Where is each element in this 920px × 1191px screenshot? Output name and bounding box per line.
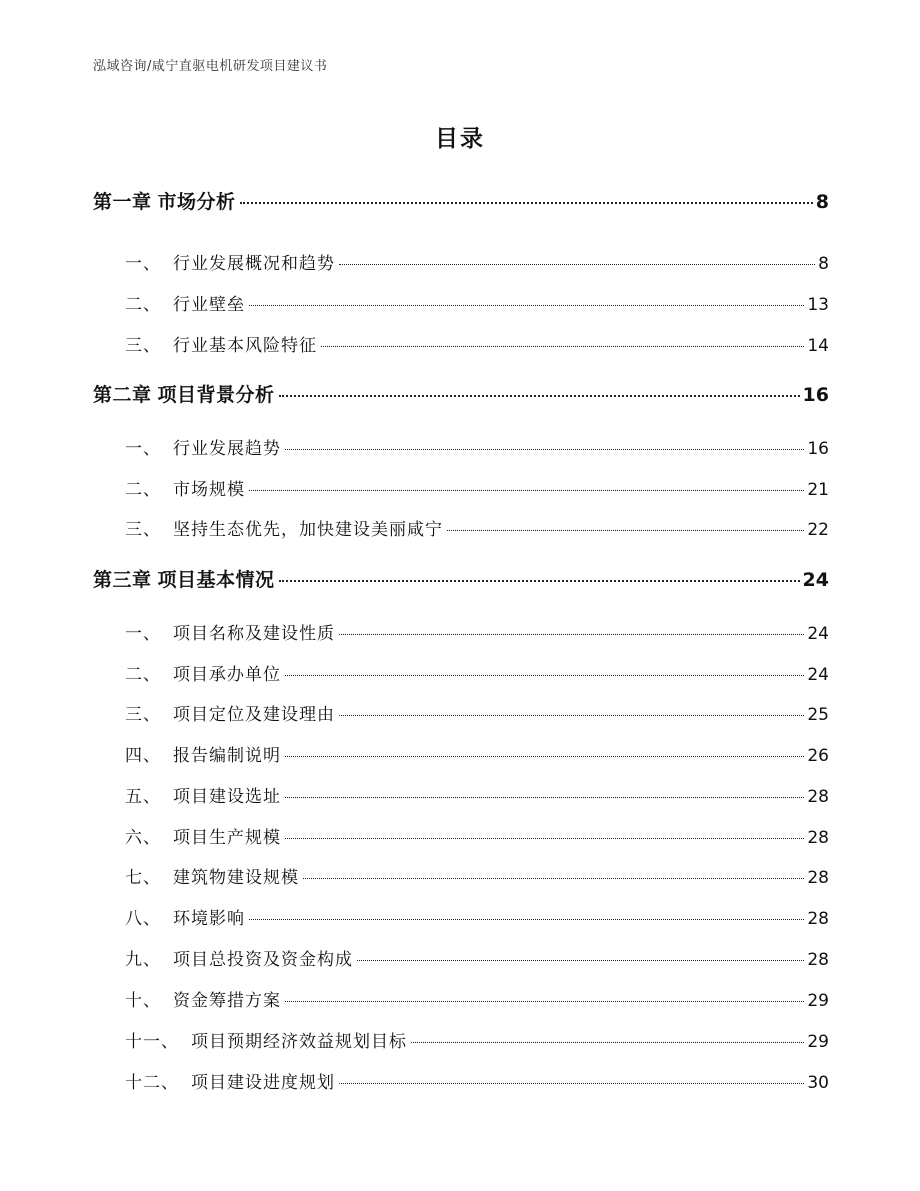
toc-dot-leader [249, 919, 804, 920]
toc-entry-number: 一、 [125, 624, 161, 644]
toc-dot-leader [240, 202, 813, 204]
toc-entry-page: 8 [818, 254, 829, 274]
toc-dot-leader [447, 530, 804, 531]
toc-entry-page: 24 [807, 624, 829, 644]
toc-entry-title: 行业壁垒 [173, 295, 245, 315]
toc-entry-page: 28 [807, 909, 829, 929]
toc-dot-leader [285, 797, 804, 798]
toc-dot-leader [339, 1083, 804, 1084]
toc-dot-leader [249, 305, 804, 306]
toc-entry-page: 14 [807, 336, 829, 356]
toc-entry-page: 30 [807, 1073, 829, 1093]
toc-section-entry[interactable] [125, 331, 829, 356]
toc-chapter-entry[interactable] [93, 565, 829, 592]
toc-entry-title: 项目预期经济效益规划目标 [191, 1032, 407, 1052]
toc-entry-number: 十二、 [125, 1073, 179, 1093]
toc-entry-title: 项目总投资及资金构成 [173, 950, 353, 970]
toc-section-entry[interactable] [125, 434, 829, 459]
toc-entry-page: 26 [807, 746, 829, 766]
toc-section-entry[interactable] [125, 700, 829, 725]
toc-chapter-entry[interactable] [93, 187, 829, 214]
toc-section-entry[interactable] [125, 515, 829, 540]
toc-dot-leader [249, 490, 804, 491]
toc-entry-page: 24 [807, 665, 829, 685]
toc-entry-title: 市场规模 [173, 480, 245, 500]
toc-section-entry[interactable] [125, 945, 829, 970]
toc-dot-leader [285, 838, 804, 839]
toc-entry-page: 28 [807, 868, 829, 888]
toc-section-entry[interactable] [125, 619, 829, 644]
toc-entry-number: 一、 [125, 254, 161, 274]
toc-dot-leader [411, 1042, 804, 1043]
toc-entry-number: 四、 [125, 746, 161, 766]
toc-dot-leader [279, 395, 800, 397]
toc-entry-number: 二、 [125, 480, 161, 500]
toc-entry-title: 项目背景分析 [157, 384, 275, 406]
toc-section-entry[interactable] [125, 904, 829, 929]
toc-entry-page: 8 [815, 191, 829, 213]
toc-entry-number: 十一、 [125, 1032, 179, 1052]
toc-entry-page: 24 [802, 569, 829, 591]
toc-entry-title: 行业发展趋势 [173, 439, 281, 459]
toc-section-entry[interactable] [125, 290, 829, 315]
toc-dot-leader [285, 756, 804, 757]
toc-section-entry[interactable] [125, 741, 829, 766]
toc-entry-page: 28 [807, 950, 829, 970]
toc-dot-leader [303, 878, 804, 879]
toc-chapter-entry[interactable] [93, 380, 829, 407]
toc-entry-number: 二、 [125, 665, 161, 685]
toc-entry-title: 项目基本情况 [157, 569, 275, 591]
toc-entry-page: 28 [807, 828, 829, 848]
toc-entry-page: 29 [807, 991, 829, 1011]
toc-section-entry[interactable] [125, 1068, 829, 1093]
toc-entry-number: 三、 [125, 520, 161, 540]
toc-section-entry[interactable] [125, 823, 829, 848]
toc-entry-page: 25 [807, 705, 829, 725]
toc-entry-page: 29 [807, 1032, 829, 1052]
toc-entry-title: 报告编制说明 [173, 746, 281, 766]
toc-entry-title: 建筑物建设规模 [173, 868, 299, 888]
toc-section-entry[interactable] [125, 1027, 829, 1052]
toc-dot-leader [339, 264, 815, 265]
toc-section-entry[interactable] [125, 986, 829, 1011]
toc-entry-number: 十、 [125, 991, 161, 1011]
toc-entry-number: 九、 [125, 950, 161, 970]
toc-entry-number: 八、 [125, 909, 161, 929]
toc-entry-page: 28 [807, 787, 829, 807]
toc-section-entry[interactable] [125, 782, 829, 807]
toc-dot-leader [339, 634, 804, 635]
toc-entry-number: 七、 [125, 868, 161, 888]
toc-dot-leader [357, 960, 804, 961]
toc-section-entry[interactable] [125, 249, 829, 274]
toc-entry-page: 21 [807, 480, 829, 500]
toc-entry-title: 项目承办单位 [173, 665, 281, 685]
toc-dot-leader [339, 715, 804, 716]
toc-dot-leader [285, 449, 804, 450]
toc-dot-leader [285, 1001, 804, 1002]
toc-entry-title: 资金筹措方案 [173, 991, 281, 1011]
toc-entry-title: 市场分析 [157, 191, 236, 213]
toc-entry-page: 22 [807, 520, 829, 540]
toc-dot-leader [285, 675, 804, 676]
toc-entry-title: 行业发展概况和趋势 [173, 254, 335, 274]
toc-entry-page: 16 [802, 384, 829, 406]
toc-entry-page: 13 [807, 295, 829, 315]
toc-entry-title: 项目名称及建设性质 [173, 624, 335, 644]
toc-entry-title: 项目生产规模 [173, 828, 281, 848]
toc-entry-number: 第一章 [93, 191, 152, 213]
toc-section-entry[interactable] [125, 660, 829, 685]
toc-title: 目录 [435, 126, 485, 152]
toc-entry-title: 环境影响 [173, 909, 245, 929]
toc-section-entry[interactable] [125, 863, 829, 888]
toc-entry-number: 二、 [125, 295, 161, 315]
toc-entry-number: 第三章 [93, 569, 152, 591]
toc-entry-title: 坚持生态优先，加快建设美丽咸宁 [173, 520, 443, 540]
toc-section-entry[interactable] [125, 475, 829, 500]
toc-entry-title: 行业基本风险特征 [173, 336, 317, 356]
toc-entry-number: 五、 [125, 787, 161, 807]
toc-entry-title: 项目建设选址 [173, 787, 281, 807]
toc-entry-number: 六、 [125, 828, 161, 848]
page-header: 泓域咨询/咸宁直驱电机研发项目建议书 [93, 59, 328, 74]
toc-entry-page: 16 [807, 439, 829, 459]
toc-entry-number: 三、 [125, 336, 161, 356]
toc-entry-title: 项目建设进度规划 [191, 1073, 335, 1093]
toc-entry-title: 项目定位及建设理由 [173, 705, 335, 725]
toc-entry-number: 第二章 [93, 384, 152, 406]
toc-entry-number: 一、 [125, 439, 161, 459]
toc-dot-leader [279, 580, 800, 582]
toc-entry-number: 三、 [125, 705, 161, 725]
toc-dot-leader [321, 346, 804, 347]
